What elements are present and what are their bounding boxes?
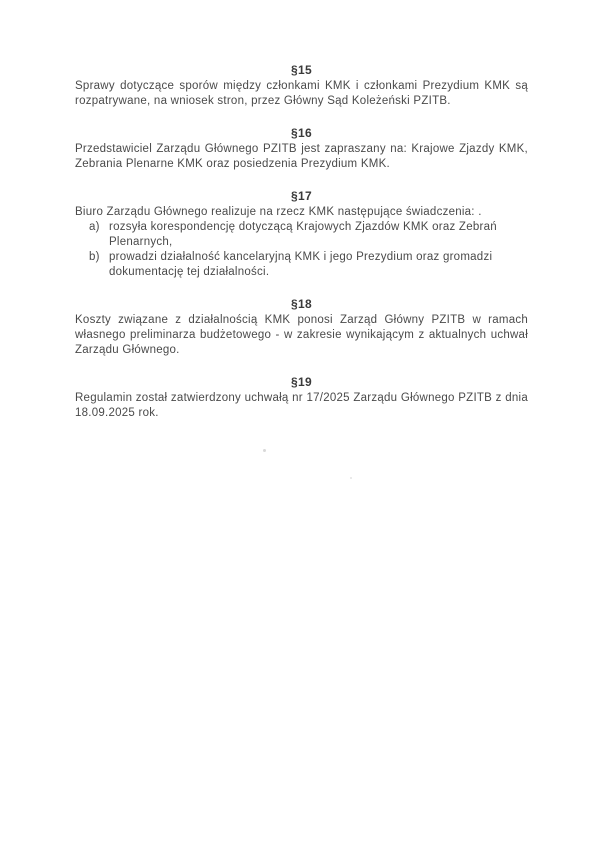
list-item-a-text: rozsyła korespondencję dotyczącą Krajowych Zjazdów KMK oraz Zebrań Plenarnych,	[109, 221, 497, 248]
section-15-paragraph: Sprawy dotyczące sporów między członkami KMK i członkami Prezydium KMK są rozpatrywane, na wniosek stron, przez Główny Sąd Koleżeński PZITB.	[75, 80, 528, 107]
list-item-a-marker: a)	[89, 221, 100, 233]
list-item-b-text: prowadzi działalność kancelaryjną KMK i jego Prezydium oraz gromadzi dokumentację tej działalności.	[109, 251, 493, 278]
list-item-b-marker: b)	[89, 251, 100, 263]
section-18-heading: §18	[291, 297, 312, 311]
section-17	[75, 189, 528, 280]
section-18-paragraph: Koszty związane z działalnością KMK ponosi Zarząd Główny PZITB w ramach własnego preliminarza budżetowego - w zakresie wynikającym z aktualnych uchwał Zarządu Głównego.	[75, 314, 528, 356]
section-18	[75, 297, 528, 358]
section-17-list	[89, 220, 528, 280]
document-content	[75, 63, 528, 438]
section-15	[75, 63, 528, 109]
section-19-heading: §19	[291, 375, 312, 389]
section-17-paragraph: Biuro Zarządu Głównego realizuje na rzecz KMK następujące świadczenia: .	[75, 206, 482, 218]
section-16-heading: §16	[291, 126, 312, 140]
list-item-b	[89, 250, 528, 280]
section-16-paragraph: Przedstawiciel Zarządu Głównego PZITB jest zapraszany na: Krajowe Zjazdy KMK, Zebrania Plenarne KMK oraz posiedzenia Prezydium KMK.	[75, 143, 528, 170]
section-15-heading: §15	[291, 63, 312, 77]
list-item-a	[89, 220, 528, 250]
scan-artifact	[263, 449, 266, 452]
section-19-paragraph: Regulamin został zatwierdzony uchwałą nr 17/2025 Zarządu Głównego PZITB z dnia 18.09.2025 rok.	[75, 392, 528, 419]
scan-artifact	[350, 477, 352, 479]
section-19	[75, 375, 528, 421]
section-17-heading: §17	[291, 189, 312, 203]
section-16	[75, 126, 528, 172]
